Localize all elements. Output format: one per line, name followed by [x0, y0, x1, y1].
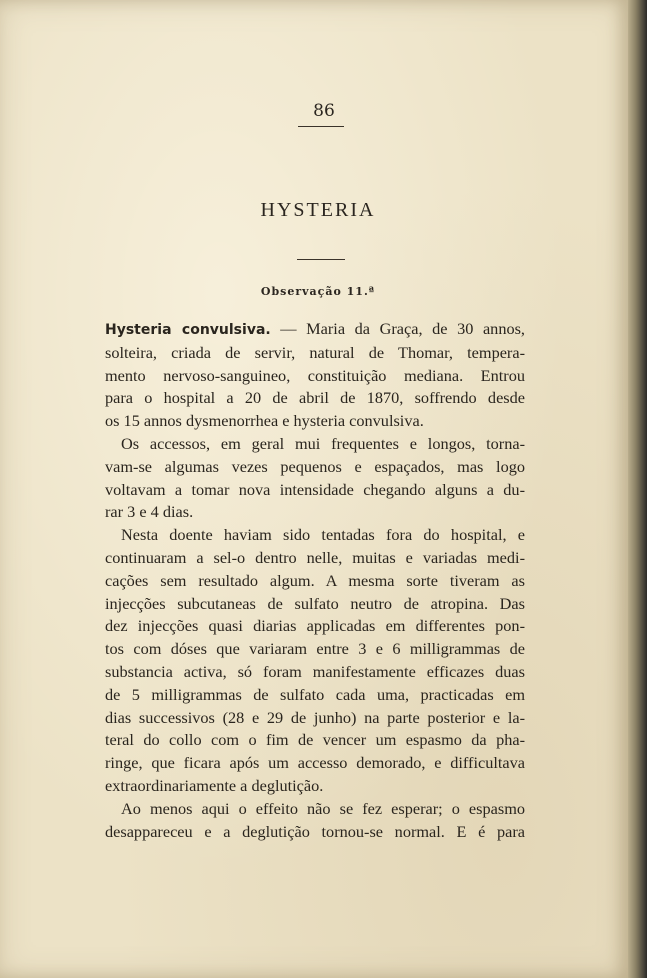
- text-line: solteira, criada de servir, natural de Thomar, tempera-: [105, 342, 525, 362]
- text-line: dez injecções quasi diarias applicadas em differentes pon-: [105, 616, 525, 636]
- text-line: substancia activa, só foram manifestamente efficazes duas: [105, 661, 525, 681]
- body-text: [105, 318, 525, 843]
- observation-heading: Observação 11.ª: [260, 285, 376, 298]
- text-line: vam-se algumas vezes pequenos e espaçados, mas logo: [105, 456, 525, 476]
- text-line: mento nervoso-sanguineo, constituição mediana. Entrou: [105, 365, 525, 385]
- text-line: de 5 milligrammas de sulfato cada uma, practicadas em: [105, 684, 525, 704]
- text-line: Ao menos aqui o effeito não se fez esperar; o espasmo: [121, 798, 525, 818]
- title-rule: [297, 259, 345, 260]
- text-line: ringe, que ficara após um accesso demorado, e difficultava: [105, 753, 525, 773]
- page-number: 86: [313, 101, 335, 121]
- text-line: dias successivos (28 e 29 de junho) na parte posterior e la-: [105, 707, 525, 727]
- run-in-heading: Hysteria convulsiva.: [105, 322, 271, 338]
- text-line: Nesta doente haviam sido tentadas fora do hospital, e: [121, 525, 525, 545]
- text-line: rar 3 e 4 dias.: [105, 502, 194, 522]
- text-line: cações sem resultado algum. A mesma sorte tiveram as: [105, 570, 525, 590]
- text-line: teral do collo com o fim de vencer um espasmo da pha-: [105, 730, 525, 750]
- text-line: tos com dóses que variaram entre 3 e 6 milligrammas de: [105, 639, 525, 659]
- page-edge-shadow: [628, 0, 647, 978]
- page-number-rule: [298, 126, 344, 127]
- text-line: para o hospital a 20 de abril de 1870, soffrendo desde: [105, 388, 525, 408]
- text-line: os 15 annos dysmenorrhea e hysteria convulsiva.: [105, 411, 424, 431]
- chapter-title: HYSTERIA: [260, 199, 376, 221]
- text-line: Os accessos, em geral mui frequentes e longos, torna-: [121, 433, 525, 453]
- text-line: voltavam a tomar nova intensidade chegando alguns a du-: [105, 479, 525, 499]
- text-line: Hysteria convulsiva. — Maria da Graça, de 30 annos,: [105, 319, 526, 338]
- text-line: desappareceu e a deglutição tornou-se normal. E é para: [105, 821, 525, 841]
- text-line: injecções subcutaneas de sulfato neutro de atropina. Das: [105, 593, 525, 613]
- text-line: extraordinariamente a deglutição.: [105, 775, 324, 795]
- text-line: continuaram a sel-o dentro nelle, muitas e variadas medi-: [105, 547, 525, 567]
